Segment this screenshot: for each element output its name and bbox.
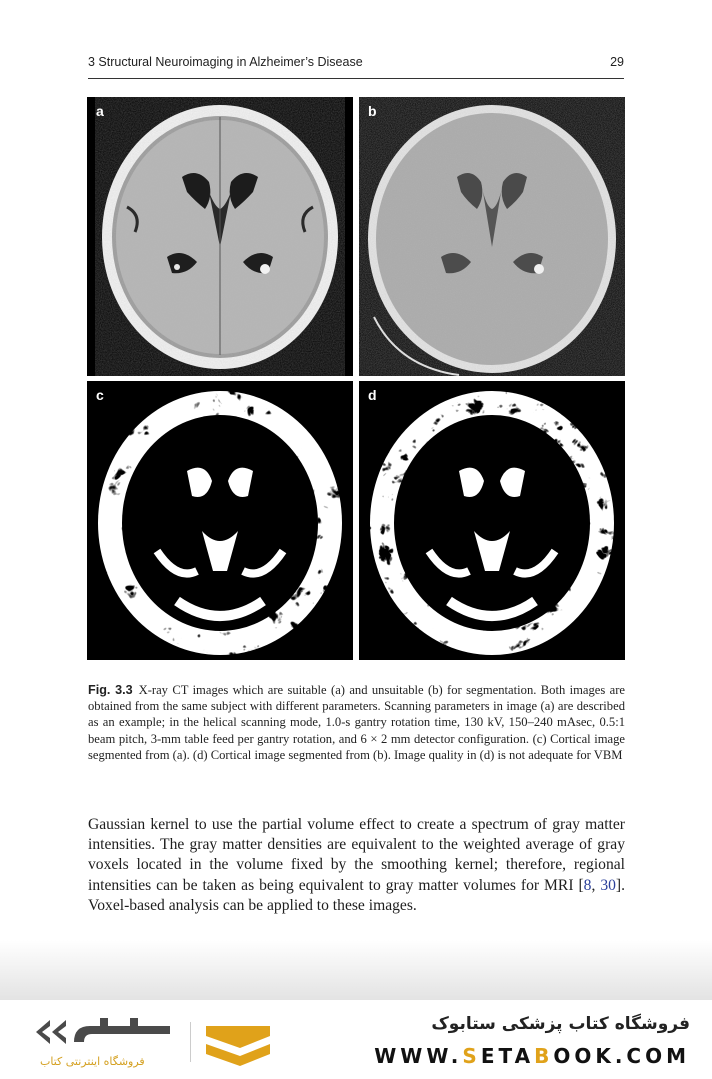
figure-3-3	[87, 97, 625, 666]
segmented-image-d	[359, 381, 625, 660]
page-fade	[0, 940, 712, 1000]
ct-image-b	[359, 97, 625, 376]
caption-text: X-ray CT images which are suitable (a) and unsuitable (b) for segmentation. Both images are obtained from the same subject with different parameters. Scanning parameters in image (a) are described as an example; in the helical scanning mode, 1.0-s gantry rotation time, 130 kV, 150–240 mAsec, 0.5:1 beam pitch, 3-mm table feed per gantry rotation, and 6 × 2 mm detector configuration. (c) Cortical image segmented from (a). (d) Cortical image segmented from (b). Image quality in (d) is not adequate for VBM	[88, 683, 626, 762]
body-text-part: ]. Voxel-based analysis can be applied to these images.	[88, 876, 626, 914]
running-head	[88, 55, 624, 73]
segmented-image-c	[87, 381, 353, 660]
ct-panel-a	[87, 97, 353, 376]
header-rule	[88, 78, 624, 79]
store-url[interactable]	[374, 1044, 690, 1068]
logo-subtitle: فروشگاه اینترنتی کتاب	[40, 1055, 145, 1068]
chapter-title: 3 Structural Neuroimaging in Alzheimer’s Disease	[88, 55, 363, 69]
url-part: E	[480, 1044, 499, 1068]
panel-label-b: b	[368, 103, 377, 119]
citation-8[interactable]: 8	[583, 876, 592, 894]
url-part: T	[498, 1044, 515, 1068]
panel-label-d: d	[368, 387, 377, 403]
url-accent-letter: B	[534, 1044, 554, 1068]
page-number: 29	[610, 55, 624, 69]
url-part: OOK.COM	[553, 1044, 690, 1068]
ct-panel-b	[359, 97, 625, 376]
setabook-wordmark	[30, 1012, 180, 1054]
segmented-panel-c	[87, 381, 353, 660]
citation-30[interactable]: 30	[600, 876, 616, 894]
panel-label-c: c	[96, 387, 104, 403]
footer-divider	[190, 1022, 191, 1062]
segmented-panel-d	[359, 381, 625, 660]
figure-caption	[88, 682, 625, 763]
ct-image-a	[87, 97, 353, 376]
body-paragraph	[88, 815, 625, 916]
url-accent-letter: S	[462, 1044, 481, 1068]
url-part: WWW.	[374, 1044, 463, 1068]
panel-label-a: a	[96, 103, 104, 119]
url-part: A	[514, 1044, 535, 1068]
body-text-part: Gaussian kernel to use the partial volume effect to create a spectrum of gray matter intensities. The gray matter densities are equivalent to the weighted average of gray voxels located in the volume fixed by the smoothing kernel; therefore, regional intensities can be taken as being equivalent to gray matter volumes for MRI [	[88, 816, 625, 894]
citation-separator: ,	[591, 876, 601, 894]
store-name: فروشگاه کتاب پزشکی ستابوک	[431, 1014, 690, 1034]
setabook-logo-icon	[200, 1018, 275, 1072]
caption-label: Fig. 3.3	[88, 683, 133, 697]
